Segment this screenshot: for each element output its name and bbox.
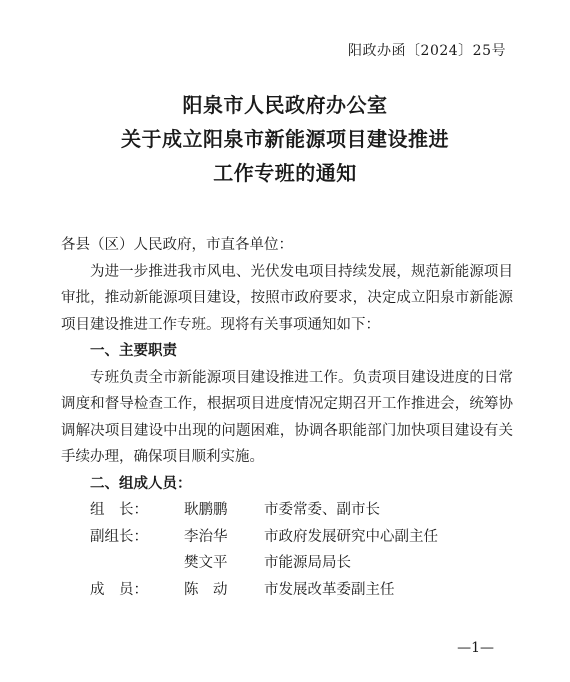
member-position: 市政府发展研究中心副主任 — [264, 528, 438, 545]
member-row — [61, 577, 513, 604]
member-name: 陈 动 — [184, 581, 228, 598]
section-1-heading: 一、主要职责 — [90, 343, 177, 359]
salutation: 各县（区）人民政府，市直各单位： — [61, 237, 293, 253]
title-line-1: 阳泉市人民政府办公室 — [182, 93, 388, 117]
page-number: —1— — [457, 640, 494, 656]
member-name: 李治华 — [184, 528, 228, 545]
document-body — [61, 232, 513, 603]
member-name: 耿鹏鹏 — [184, 502, 228, 518]
intro-paragraph: 为进一步推进我市风电、光伏发电项目持续发展，规范新能源项目审批，推动新能源项目建设，按照市政府要求，决定成立阳泉市新能源项目建设推进工作专班。现将有关事项通知如下： — [61, 263, 513, 333]
member-row — [61, 524, 513, 551]
member-position: 市委常委、副市长 — [264, 502, 380, 518]
member-position: 市能源局局长 — [264, 555, 351, 571]
title-line-3: 工作专班的通知 — [213, 161, 357, 185]
member-role: 成 员： — [90, 581, 148, 598]
member-position: 市发展改革委副主任 — [264, 581, 395, 598]
member-role — [90, 550, 184, 577]
section-2-heading: 二、组成人员： — [90, 475, 192, 492]
title-line-2: 关于成立阳泉市新能源项目建设推进 — [121, 127, 449, 151]
member-role: 组 长： — [90, 502, 148, 518]
member-row — [61, 497, 513, 524]
member-role: 副组长： — [90, 528, 148, 545]
member-row — [61, 550, 513, 577]
member-name: 樊文平 — [184, 555, 228, 571]
document-title — [0, 88, 570, 190]
document-number: 阳政办函〔2024〕25号 — [348, 43, 506, 59]
section-1-text: 专班负责全市新能源项目建设推进工作。负责项目建设进度的日常调度和督导检查工作，根据项目进度情况定期召开工作推进会，统筹协调解决项目建设中出现的问题困难，协调各职能部门加快项目建设有关手续办理，确保项目顺利实施。 — [61, 369, 513, 465]
